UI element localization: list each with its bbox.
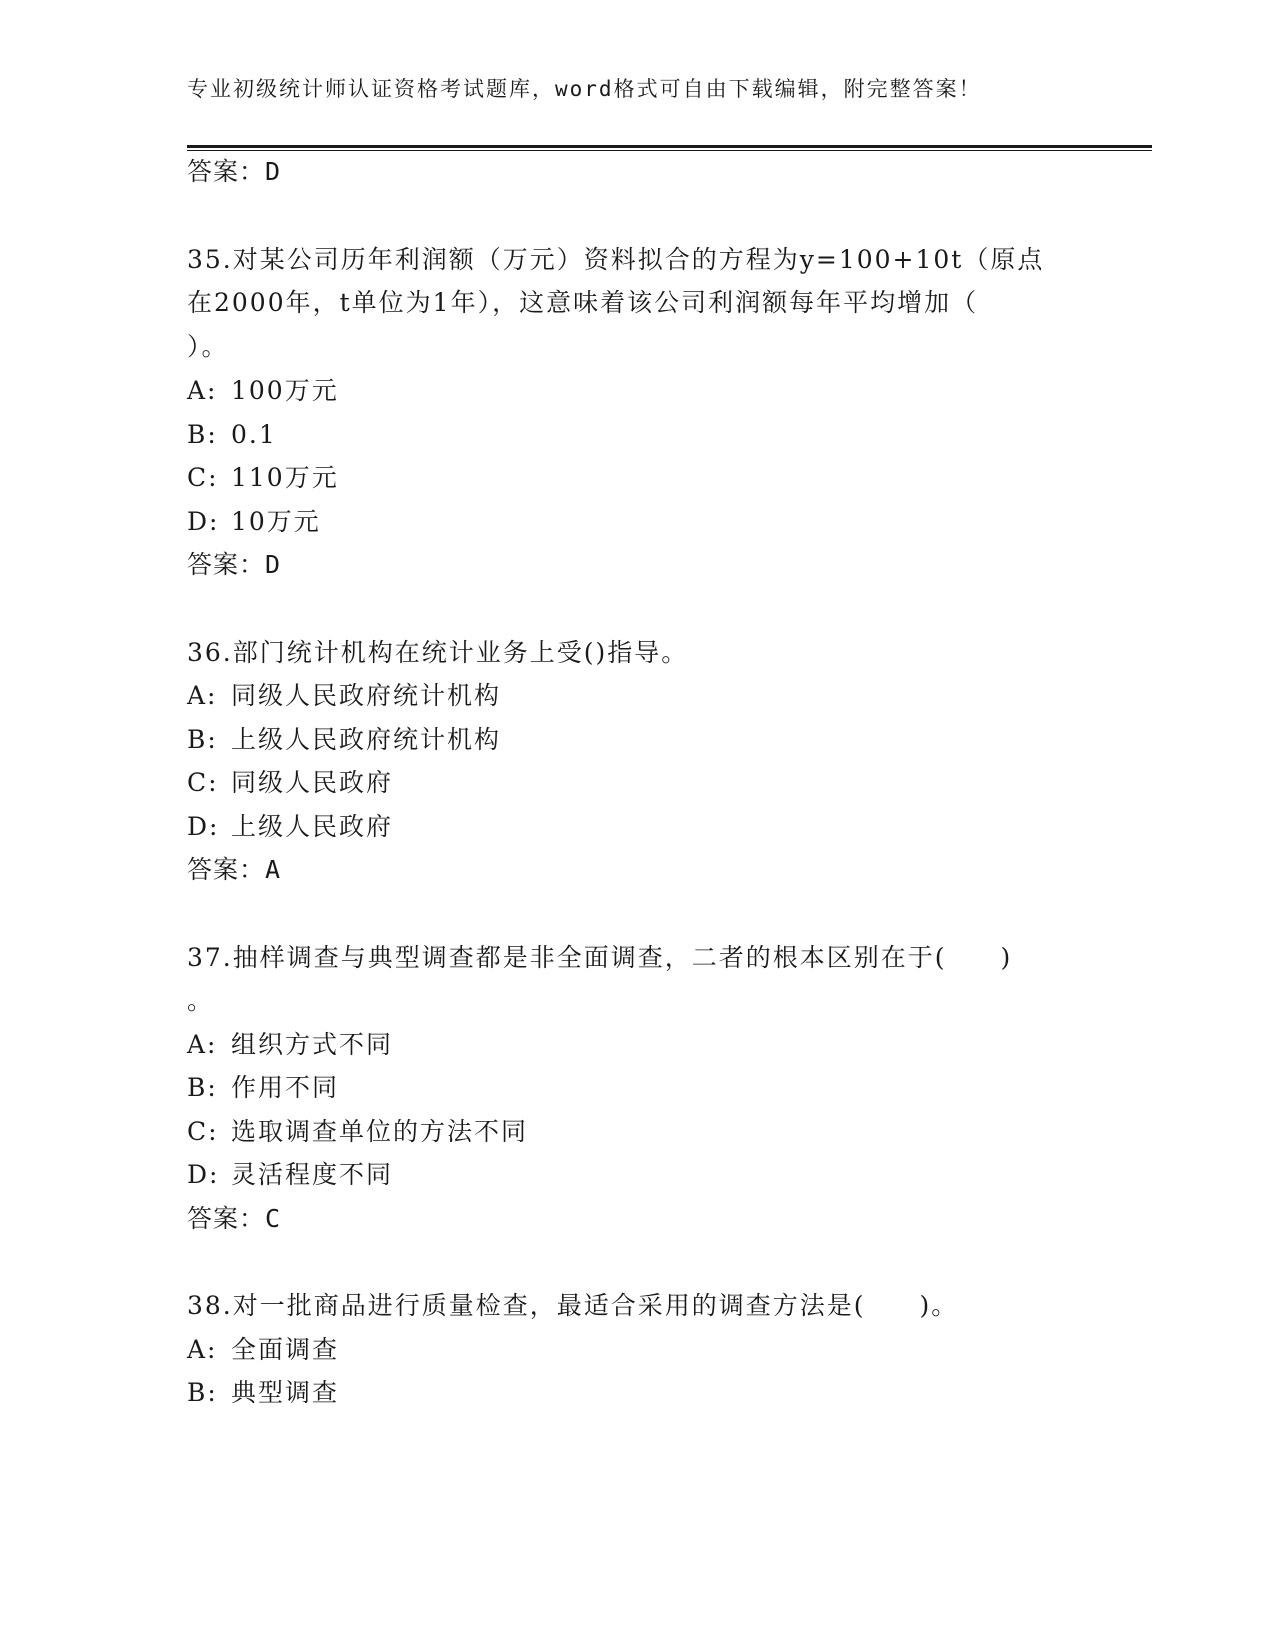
- option-key: A:: [187, 1030, 218, 1059]
- question-35-option-d: [187, 505, 321, 539]
- option-text: 110万元: [231, 463, 339, 492]
- question-37-answer: 答案：C: [187, 1204, 282, 1233]
- question-36-answer: 答案：A: [187, 855, 282, 884]
- option-text: 同级人民政府: [231, 768, 394, 797]
- option-key: B:: [187, 1073, 218, 1102]
- question-38-line-1: 38.对一批商品进行质量检查，最适合采用的调查方法是( )。: [187, 1291, 959, 1320]
- question-37-line-1: 37.抽样调查与典型调查都是非全面调查，二者的根本区别在于( ): [187, 943, 1013, 972]
- question-35-line-1: 35.对某公司历年利润额（万元）资料拟合的方程为y=100+10t（原点: [187, 245, 1045, 274]
- option-key: C:: [187, 768, 219, 797]
- option-text: 0.1: [231, 420, 277, 449]
- option-text: 上级人民政府: [231, 812, 394, 841]
- option-key: A:: [187, 376, 218, 405]
- question-37-option-a: [187, 1028, 393, 1062]
- option-text: 典型调查: [231, 1378, 340, 1407]
- option-text: 组织方式不同: [231, 1030, 394, 1059]
- question-37-option-b: [187, 1071, 339, 1105]
- header-rule: [187, 145, 1152, 148]
- option-key: D:: [187, 507, 220, 536]
- question-38-option-b: [187, 1376, 339, 1410]
- option-text: 同级人民政府统计机构: [231, 681, 502, 710]
- option-key: D:: [187, 1160, 220, 1189]
- header-rule-thin: [187, 150, 1152, 151]
- option-key: B:: [187, 420, 218, 449]
- option-key: B:: [187, 1378, 218, 1407]
- question-35-line-2: 在2000年，t单位为1年），这意味着该公司利润额每年平均增加（: [187, 288, 979, 317]
- option-key: D:: [187, 812, 220, 841]
- page-header: 专业初级统计师认证资格考试题库，word格式可自由下载编辑，附完整答案！: [187, 77, 982, 101]
- option-text: 选取调查单位的方法不同: [231, 1117, 529, 1146]
- option-key: C:: [187, 1117, 219, 1146]
- question-35-option-b: [187, 418, 277, 452]
- option-key: C:: [187, 463, 219, 492]
- question-36-option-c: [187, 766, 393, 800]
- question-35-option-a: [187, 374, 339, 408]
- option-text: 作用不同: [231, 1073, 340, 1102]
- option-text: 上级人民政府统计机构: [231, 725, 502, 754]
- option-key: A:: [187, 1335, 218, 1364]
- question-36-line-1: 36.部门统计机构在统计业务上受()指导。: [187, 638, 689, 667]
- question-36-option-a: [187, 679, 501, 713]
- option-key: A:: [187, 681, 218, 710]
- question-37-option-d: [187, 1158, 393, 1192]
- question-35-line-3: ）。: [187, 332, 229, 361]
- question-37-option-c: [187, 1115, 528, 1149]
- option-text: 全面调查: [231, 1335, 340, 1364]
- question-35-option-c: [187, 461, 339, 495]
- option-key: B:: [187, 725, 218, 754]
- question-37-line-2: 。: [187, 986, 215, 1015]
- question-36-option-b: [187, 723, 501, 757]
- option-text: 100万元: [231, 376, 339, 405]
- option-text: 灵活程度不同: [231, 1160, 394, 1189]
- previous-answer: 答案：D: [187, 157, 282, 186]
- option-text: 10万元: [231, 507, 321, 536]
- question-36-option-d: [187, 810, 393, 844]
- question-38-option-a: [187, 1333, 339, 1367]
- question-35-answer: 答案：D: [187, 550, 282, 579]
